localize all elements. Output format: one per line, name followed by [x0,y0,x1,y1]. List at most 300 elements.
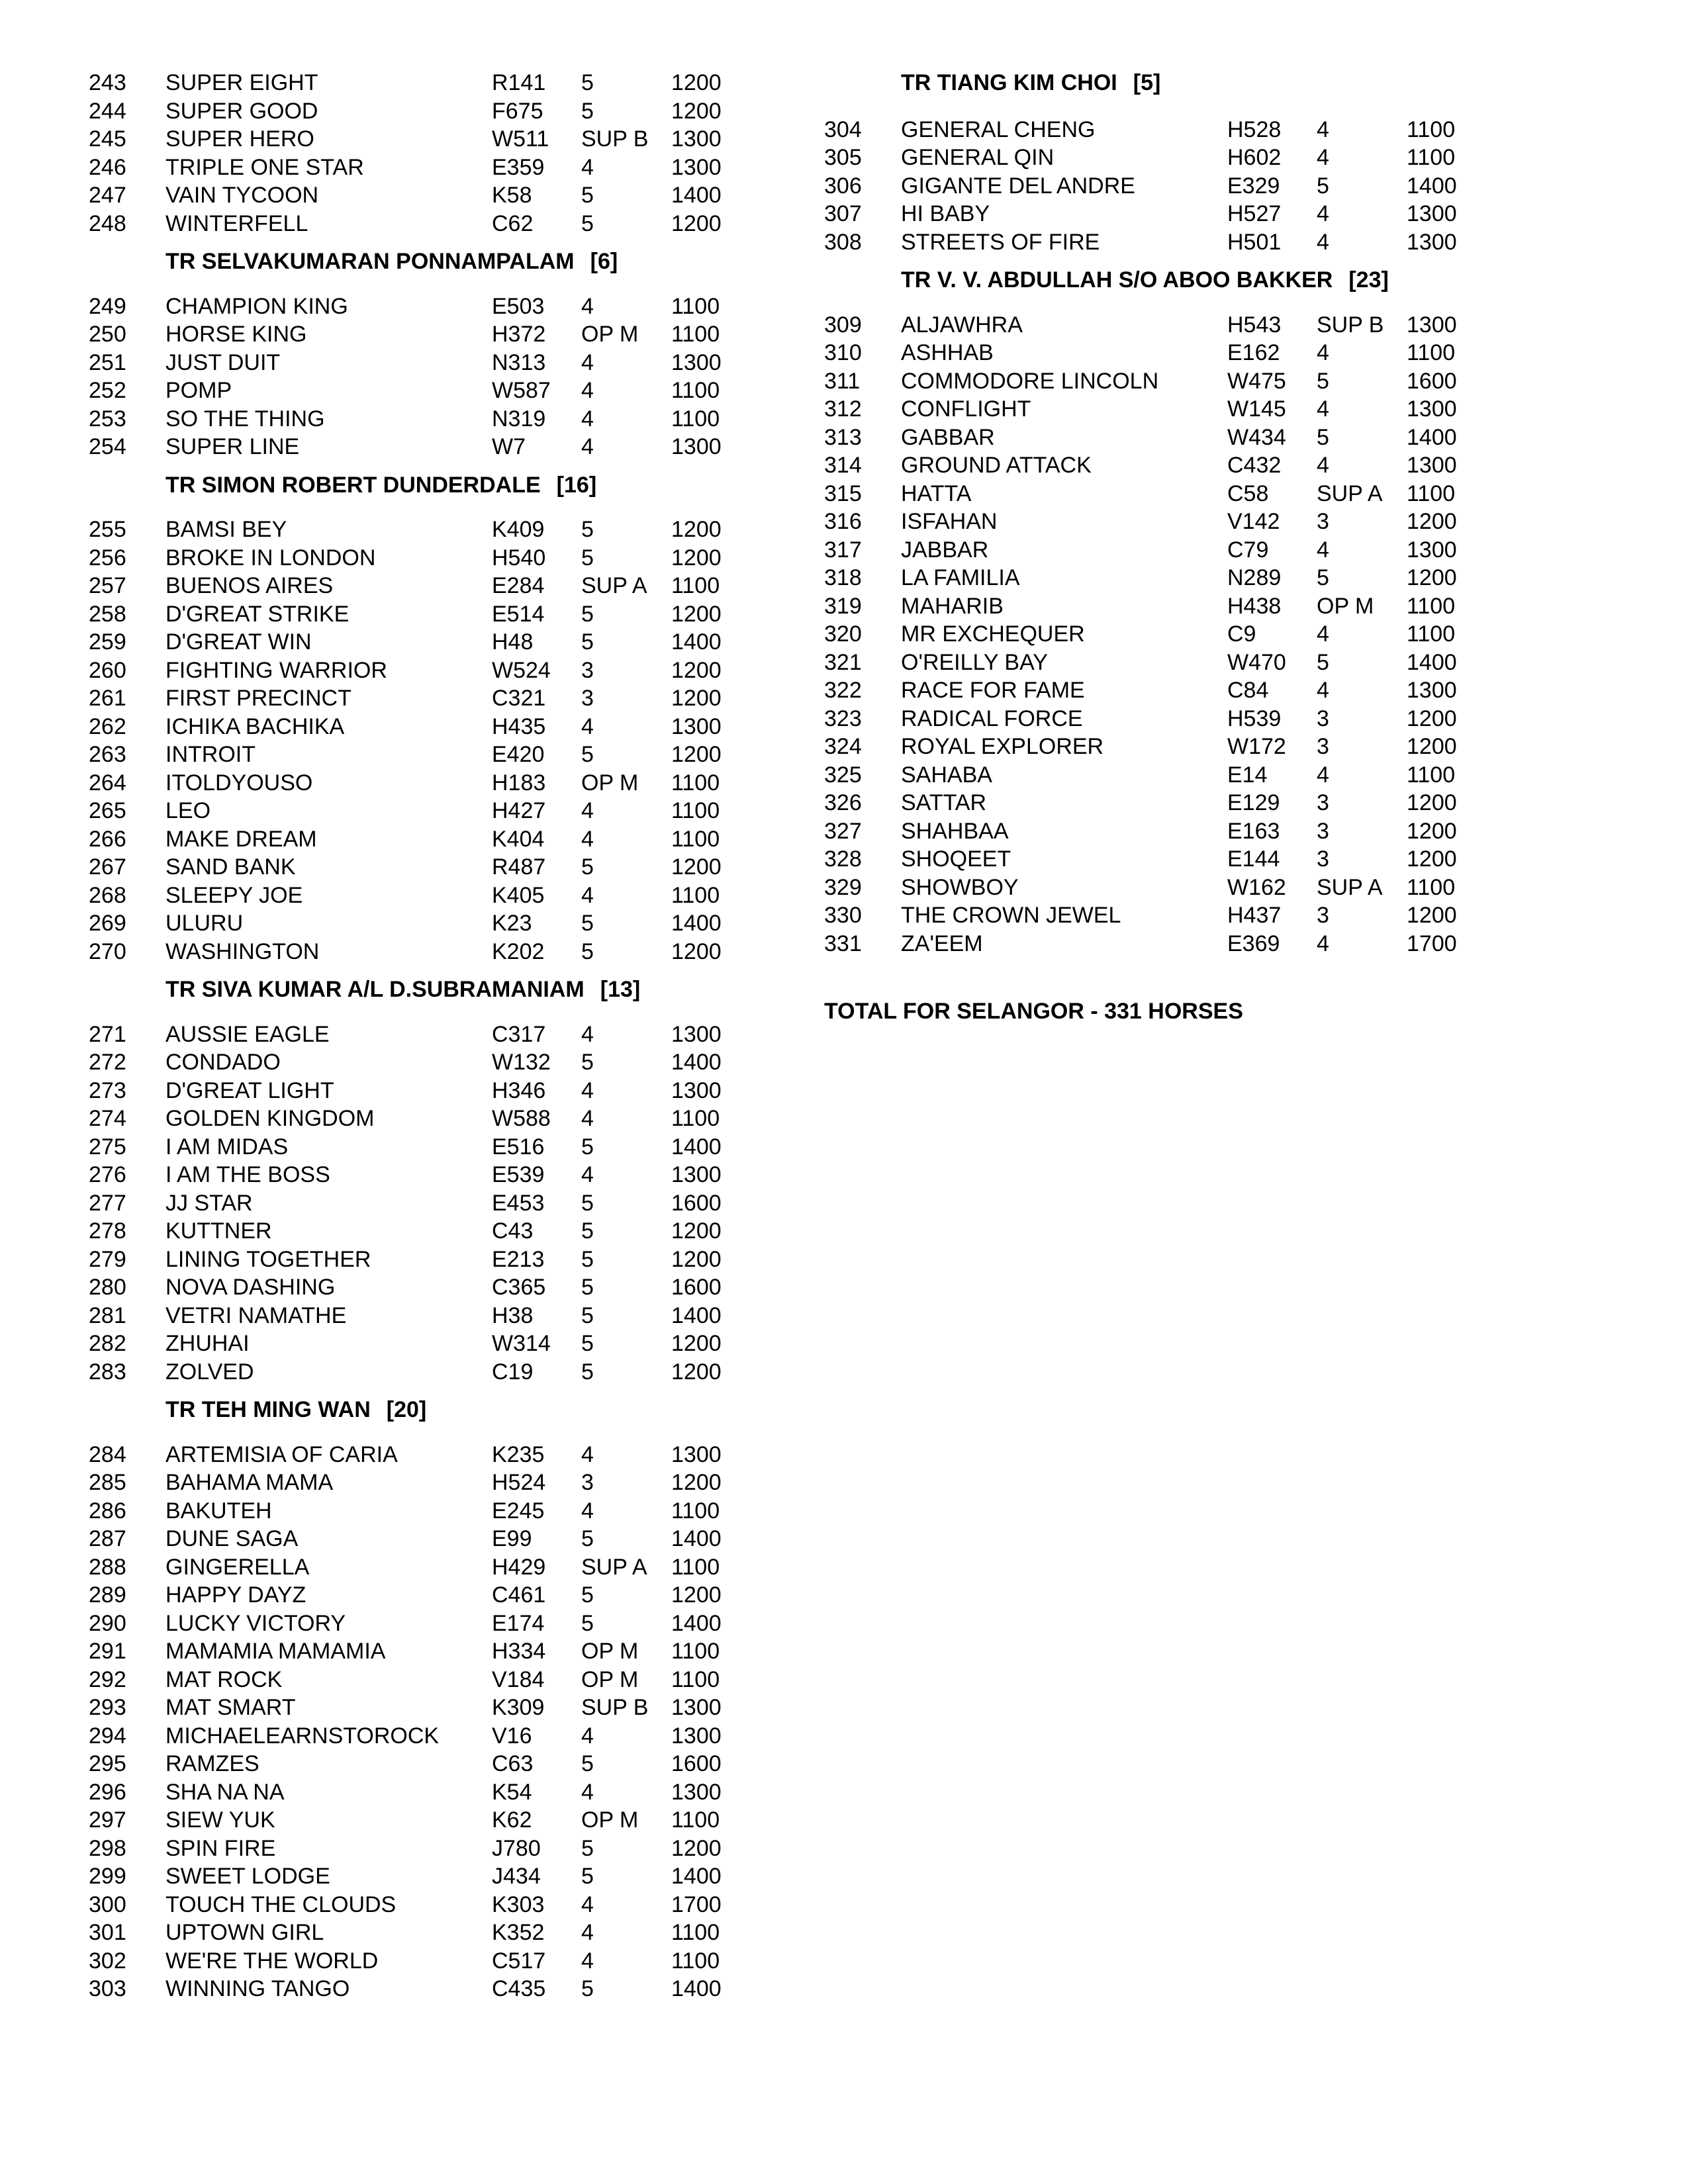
horse-rating: 1200 [671,517,722,542]
horse-rating: 1300 [1407,312,1457,338]
trainer-section [89,976,722,1386]
horse-row [89,1806,720,1835]
horse-row [89,1048,722,1077]
horse-name: WINTERFELL [165,210,308,236]
horse-rating: 1100 [671,1106,720,1131]
horse-row [89,1133,722,1161]
horse-name: HI BABY [901,201,990,226]
horse-code: C435 [492,1976,546,2001]
horse-row [824,424,1457,452]
horse-row [89,938,722,966]
horse-class: 4 [581,293,594,319]
horse-name: BAMSI BEY [165,517,287,542]
horse-row [89,909,722,938]
horse-code: H540 [492,545,546,570]
horse-number: 270 [89,938,126,964]
horse-row [89,293,720,321]
horse-class: 4 [581,406,594,432]
horse-code: K409 [492,517,545,542]
horse-code: W132 [492,1050,551,1075]
horse-row [89,1637,720,1666]
horse-number: 290 [89,1610,126,1636]
horse-name: SAHABA [901,762,992,788]
horse-class: 5 [581,1976,594,2001]
horse-number: 315 [824,480,862,506]
horse-code: C79 [1227,537,1269,563]
horse-class: OP M [1317,593,1374,619]
horse-rating: 1200 [671,1218,722,1244]
horse-row [824,874,1456,902]
horse-class: 5 [581,1331,594,1356]
horse-row [89,544,722,572]
horse-code: R487 [492,854,546,880]
horse-rating: 1200 [671,657,722,683]
horse-class: 5 [581,1864,594,1889]
horse-class: 5 [581,1610,594,1636]
horse-code: K62 [492,1807,532,1833]
horse-row [89,1610,722,1638]
horse-row [89,1750,722,1778]
horse-rating: 1400 [671,1050,722,1075]
horse-rating: 1400 [671,1610,722,1636]
horse-row [89,1666,720,1694]
horse-code: H539 [1227,705,1282,731]
horse-number: 252 [89,378,126,403]
horse-code: H372 [492,322,546,347]
horse-name: CHAMPION KING [165,293,348,319]
horse-name: SPIN FIRE [165,1835,276,1861]
horse-number: 274 [89,1106,126,1131]
horse-number: 260 [89,657,126,683]
horse-number: 287 [89,1526,126,1551]
horse-code: K54 [492,1779,532,1805]
total-line: TOTAL FOR SELANGOR - 331 HORSES [824,999,1243,1024]
trainer-heading [89,471,640,500]
horse-number: 254 [89,434,126,459]
horse-class: 4 [1317,229,1329,255]
horse-row [824,508,1457,536]
horse-class: 4 [581,1021,594,1047]
horse-row [89,882,720,910]
horse-row [89,181,722,210]
horse-row [824,592,1456,621]
horse-row [824,705,1457,733]
horse-number: 299 [89,1864,126,1889]
horse-rating: 1200 [1407,565,1457,590]
trainer-horse-count: [5] [1133,70,1161,95]
horse-class: 5 [581,601,594,627]
horse-code: H38 [492,1302,534,1328]
horse-rating: 1300 [1407,201,1457,226]
horse-name: SAND BANK [165,854,296,880]
horse-code: H183 [492,770,546,796]
horse-row [824,228,1457,257]
horse-number: 285 [89,1470,126,1495]
horse-name: UPTOWN GIRL [165,1920,324,1945]
horse-class: OP M [581,1639,639,1664]
horse-rating: 1200 [671,601,722,627]
horse-name: JABBAR [901,537,989,563]
horse-number: 311 [824,368,861,394]
horse-class: 4 [1317,396,1329,422]
horse-name: I AM THE BOSS [165,1162,330,1187]
trainer-name: TR SELVAKUMARAN PONNAMPALAM [165,249,575,274]
horse-row [89,853,722,882]
horse-code: K58 [492,183,532,208]
horse-row [89,1189,722,1218]
horse-class: 5 [581,1751,594,1776]
horse-number: 322 [824,678,862,703]
horse-rating: 1300 [1407,678,1457,703]
horse-rating: 1300 [1407,537,1457,563]
horse-rating: 1300 [671,713,722,739]
horse-name: FIGHTING WARRIOR [165,657,387,683]
horse-number: 298 [89,1835,126,1861]
horse-number: 279 [89,1246,126,1272]
horse-number: 277 [89,1190,126,1216]
horse-class: 3 [1317,818,1329,844]
right-column [824,69,1457,1026]
horse-number: 306 [824,173,862,199]
horse-name: WINNING TANGO [165,1976,350,2001]
horse-row [89,1077,722,1105]
horse-code: W587 [492,378,551,403]
horse-rating: 1100 [671,770,720,796]
horse-class: 4 [1317,762,1329,788]
horse-code: J434 [492,1864,541,1889]
horse-number: 275 [89,1134,126,1160]
horse-number: 282 [89,1331,126,1356]
horse-rating: 1400 [671,1302,722,1328]
horse-rating: 1100 [671,322,720,347]
horse-number: 307 [824,201,862,226]
trainer-name: TR SIVA KUMAR A/L D.SUBRAMANIAM [165,977,585,1002]
horse-number: 321 [824,649,862,675]
horse-row [89,1694,722,1722]
horse-class: 5 [581,854,594,880]
horse-row [824,789,1457,817]
horse-row [89,1246,722,1274]
horse-code: E369 [1227,931,1280,956]
horse-name: GROUND ATTACK [901,453,1092,478]
horse-rating: 1200 [671,210,722,236]
horse-row [824,901,1457,930]
horse-rating: 1200 [671,1246,722,1272]
horse-code: C432 [1227,453,1282,478]
horse-class: 4 [1317,201,1329,226]
horse-name: TOUCH THE CLOUDS [165,1891,397,1917]
horse-name: RADICAL FORCE [901,705,1083,731]
horse-class: 5 [581,742,594,767]
horse-rating: 1200 [671,1470,722,1495]
horse-name: BAHAMA MAMA [165,1470,334,1495]
horse-class: 5 [581,629,594,655]
horse-code: W172 [1227,734,1286,759]
horse-code: E162 [1227,340,1280,365]
horse-code: H429 [492,1554,546,1580]
horse-rating: 1400 [671,911,722,936]
horse-number: 312 [824,396,862,422]
horse-rating: 1600 [671,1751,722,1776]
horse-rating: 1100 [1407,116,1456,142]
horse-number: 249 [89,293,126,319]
horse-number: 309 [824,312,862,338]
horse-name: MAT SMART [165,1695,296,1720]
horse-code: C63 [492,1751,534,1776]
horse-number: 261 [89,686,126,711]
horse-row [89,1975,722,2003]
horse-rating: 1200 [671,1582,722,1608]
horse-number: 291 [89,1639,126,1664]
horse-code: H48 [492,629,534,655]
horse-class: 4 [581,1891,594,1917]
horse-code: W470 [1227,649,1286,675]
horse-number: 295 [89,1751,126,1776]
horse-code: C365 [492,1275,546,1300]
horse-number: 317 [824,537,862,563]
horse-code: E14 [1227,762,1268,788]
horse-name: GABBAR [901,424,995,450]
horse-rating: 1600 [671,1190,722,1216]
horse-row [89,97,722,126]
horse-number: 250 [89,322,126,347]
horse-name: SUPER GOOD [165,98,318,124]
horse-class: 4 [581,1106,594,1131]
horse-rating: 1700 [1407,931,1457,956]
horse-code: H524 [492,1470,546,1495]
horse-code: K352 [492,1920,545,1945]
horse-row [89,572,720,600]
horse-class: SUP A [1317,874,1383,900]
horse-row [824,676,1457,705]
horse-class: 4 [581,882,594,908]
horse-number: 316 [824,509,862,534]
trainer-heading [89,1396,640,1424]
horse-code: E144 [1227,846,1280,872]
horse-number: 329 [824,874,862,900]
horse-class: 3 [1317,903,1329,928]
horse-row [89,741,722,769]
trainer-section [824,69,1457,256]
horse-number: 314 [824,453,862,478]
horse-rating: 1100 [671,573,720,598]
horse-class: OP M [581,1666,639,1692]
horse-name: HATTA [901,480,972,506]
horse-rating: 1400 [671,183,722,208]
horse-row [89,349,722,377]
horse-row [824,930,1457,958]
horse-number: 304 [824,116,862,142]
horse-rating: 1100 [1407,621,1456,647]
horse-rating: 1400 [671,1134,722,1160]
horse-class: SUP B [581,1695,649,1720]
horse-row [824,817,1457,846]
horse-code: K405 [492,882,545,908]
horse-code: V16 [492,1723,532,1749]
horse-code: H346 [492,1077,546,1103]
horse-name: MR EXCHEQUER [901,621,1085,647]
horse-name: SIEW YUK [165,1807,275,1833]
trainer-horse-count: [6] [590,249,618,274]
horse-number: 330 [824,903,862,928]
horse-rating: 1300 [1407,453,1457,478]
horse-rating: 1100 [671,1639,720,1664]
horse-code: E453 [492,1190,545,1216]
horse-row [89,1862,722,1891]
horse-name: COMMODORE LINCOLN [901,368,1159,394]
horse-number: 297 [89,1807,126,1833]
horse-code: H528 [1227,116,1282,142]
horse-name: ARTEMISIA OF CARIA [165,1441,398,1467]
horse-row [89,825,720,854]
horse-class: 5 [1317,424,1329,450]
horse-rating: 1600 [1407,368,1457,394]
horse-name: CONDADO [165,1050,281,1075]
horse-rating: 1100 [671,1920,720,1945]
horse-number: 256 [89,545,126,570]
horse-row [89,657,722,685]
horse-code: K235 [492,1441,545,1467]
horse-code: W588 [492,1106,551,1131]
horse-code: W162 [1227,874,1286,900]
horse-code: C43 [492,1218,534,1244]
horse-rating: 1100 [1407,593,1456,619]
horse-number: 325 [824,762,862,788]
horse-number: 269 [89,911,126,936]
horse-class: 5 [581,911,594,936]
horse-code: E514 [492,601,545,627]
horse-number: 308 [824,229,862,255]
horse-rating: 1400 [671,1976,722,2001]
horse-code: C317 [492,1021,546,1047]
horse-row [89,769,720,797]
horse-code: R141 [492,70,546,95]
horse-name: SUPER LINE [165,434,300,459]
horse-name: GENERAL CHENG [901,116,1096,142]
horse-name: GOLDEN KINGDOM [165,1106,375,1131]
horse-code: H527 [1227,201,1282,226]
horse-class: 3 [1317,705,1329,731]
horse-name: HORSE KING [165,322,307,347]
horse-code: C58 [1227,480,1269,506]
horse-number: 278 [89,1218,126,1244]
horse-class: SUP B [581,126,649,152]
horse-row [89,1302,722,1330]
horse-class: 4 [581,349,594,375]
horse-code: K23 [492,911,532,936]
horse-row [89,1358,722,1387]
horse-name: RAMZES [165,1751,259,1776]
horse-class: 4 [581,1162,594,1187]
horse-rating: 1100 [1407,762,1456,788]
horse-class: 5 [581,938,594,964]
horse-class: 5 [581,1190,594,1216]
horse-rating: 1100 [671,1498,720,1524]
horse-name: VAIN TYCOON [165,183,319,208]
horse-rating: 1200 [1407,734,1457,759]
horse-number: 303 [89,1976,126,2001]
horse-rating: 1200 [1407,846,1457,872]
horse-number: 284 [89,1441,126,1467]
horse-class: 4 [1317,340,1329,365]
horse-class: 5 [581,545,594,570]
horse-code: N319 [492,406,546,432]
horse-name: ALJAWHRA [901,312,1023,338]
horse-name: GENERAL QIN [901,145,1055,170]
horse-rating: 1200 [671,686,722,711]
horse-row [89,1105,720,1133]
horse-name: ASHHAB [901,340,994,365]
horse-rating: 1200 [1407,818,1457,844]
horse-number: 318 [824,565,862,590]
horse-row [89,1919,720,1947]
horse-rating: 1100 [671,882,720,908]
horse-row [89,684,722,713]
horse-name: BUENOS AIRES [165,573,334,598]
horse-row [824,367,1457,396]
horse-number: 264 [89,770,126,796]
horse-row [89,713,722,741]
horse-number: 328 [824,846,862,872]
trainer-name: TR V. V. ABDULLAH S/O ABOO BAKKER [901,267,1333,293]
horse-code: W524 [492,657,551,683]
horse-rating: 1300 [671,1779,722,1805]
horse-rating: 1300 [1407,396,1457,422]
horse-code: E359 [492,154,545,180]
right-sections [824,69,1457,958]
horse-row [89,1273,722,1302]
horse-row [824,480,1456,508]
horse-code: K404 [492,826,545,852]
horse-number: 247 [89,183,126,208]
horse-row [89,210,722,238]
horse-code: H427 [492,798,546,823]
horse-name: JUST DUIT [165,349,281,375]
horse-rating: 1300 [671,1695,722,1720]
trainer-horse-count: [16] [556,472,597,498]
horse-row [89,1217,722,1246]
horse-code: E516 [492,1134,545,1160]
horse-row [824,733,1457,761]
horse-rating: 1400 [671,1864,722,1889]
horse-row [89,1497,720,1525]
horse-name: BAKUTEH [165,1498,272,1524]
horse-row [89,1947,720,1976]
horse-class: 5 [581,1246,594,1272]
horse-rating: 1200 [671,938,722,964]
horse-name: SLEEPY JOE [165,882,303,908]
horse-number: 319 [824,593,862,619]
horse-number: 286 [89,1498,126,1524]
horse-name: THE CROWN JEWEL [901,903,1121,928]
horse-name: TRIPLE ONE STAR [165,154,364,180]
horse-number: 326 [824,790,862,815]
horse-code: C84 [1227,678,1269,703]
horse-code: C517 [492,1948,546,1974]
horse-rating: 1200 [671,742,722,767]
horse-rating: 1200 [671,1835,722,1861]
horse-class: OP M [581,1807,639,1833]
horse-rating: 1200 [671,854,722,880]
horse-name: ICHIKA BACHIKA [165,713,345,739]
horse-rating: 1300 [671,1162,722,1187]
horse-code: W434 [1227,424,1286,450]
horse-rating: 1200 [671,98,722,124]
horse-name: LA FAMILIA [901,565,1020,590]
horse-row [824,144,1456,172]
horse-code: C321 [492,686,546,711]
trainer-heading [824,266,1389,295]
